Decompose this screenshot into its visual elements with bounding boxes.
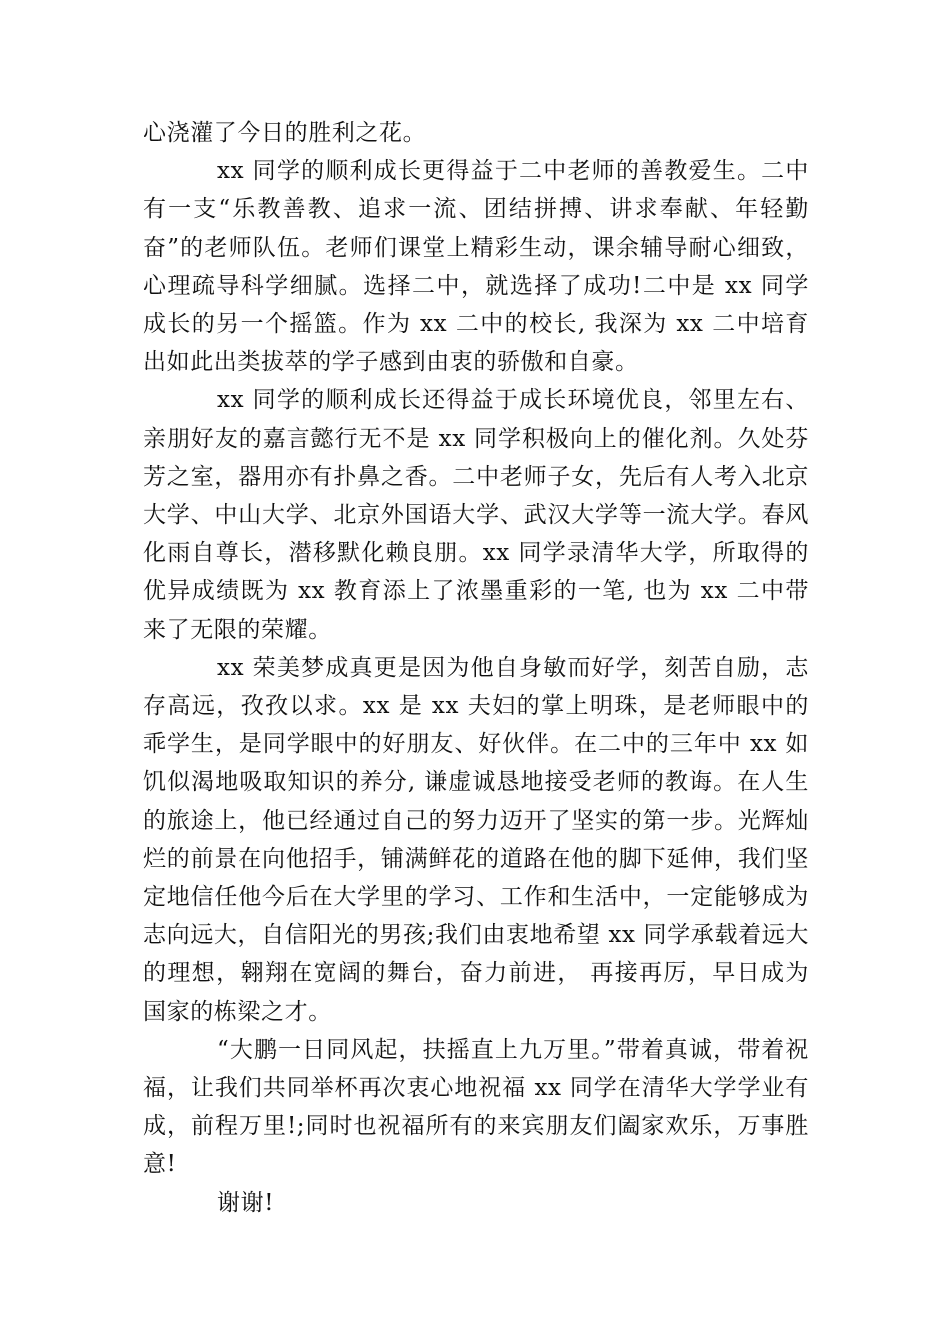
document-body [143, 114, 809, 1222]
paragraph-student: xx 荣美梦成真更是因为他自身敏而好学，刻苦自励，志存高远，孜孜以求。xx 是 xx 夫妇的掌上明珠，是老师眼中的乖学生，是同学眼中的好朋友、好伙伴。在二中的三年中 xx 如饥似渴地吸取知识的养分, 谦虚诚恳地接受老师的教诲。在人生的旅途上，他已经通过自己的努力迈开了坚实的第一步。光辉灿烂的前景在向他招手，铺满鲜花的道路在他的脚下延伸，我们坚定地信任他今后在大学里的学习、工作和生活中，一定能够成为志向远大，自信阳光的男孩;我们由衷地希望 xx 同学承载着远大的理想，翱翔在宽阔的舞台，奋力前进， 再接再厉，早日成为国家的栋梁之才。 [143, 654, 809, 1025]
paragraph-environment: xx 同学的顺利成长还得益于成长环境优良，邻里左右、亲朋好友的嘉言懿行无不是 xx 同学积极向上的催化剂。久处芬芳之室，器用亦有扑鼻之香。二中老师子女，先后有人考入北京大学、中山大学、北京外国语大学、武汉大学等一流大学。春风化雨自尊长，潜移默化赖良朋。xx 同学录清华大学，所取得的优异成绩既为 xx 教育添上了浓墨重彩的一笔, 也为 xx 二中带来了无限的荣耀。 [143, 387, 809, 643]
paragraph-teachers: xx 同学的顺利成长更得益于二中老师的善教爱生。二中有一支“乐教善教、追求一流、团结拼搏、讲求奉献、年轻勤奋”的老师队伍。老师们课堂上精彩生动，课余辅导耐心细致，心理疏导科学细腻。选择二中，就选择了成功!二中是 xx 同学成长的另一个摇篮。作为 xx 二中的校长, 我深为 xx 二中培育出如此出类拔萃的学子感到由衷的骄傲和自豪。 [143, 158, 809, 376]
paragraph-continuation: 心浇灌了今日的胜利之花。 [143, 120, 427, 146]
paragraph-blessing: “大鹏一日同风起，扶摇直上九万里。”带着真诚，带着祝福，让我们共同举杯再次衷心地祝福 xx 同学在清华大学学业有成，前程万里!;同时也祝福所有的来宾朋友们阖家欢乐，万事胜意! [143, 1036, 809, 1178]
paragraph-thanks: 谢谢! [217, 1189, 275, 1216]
